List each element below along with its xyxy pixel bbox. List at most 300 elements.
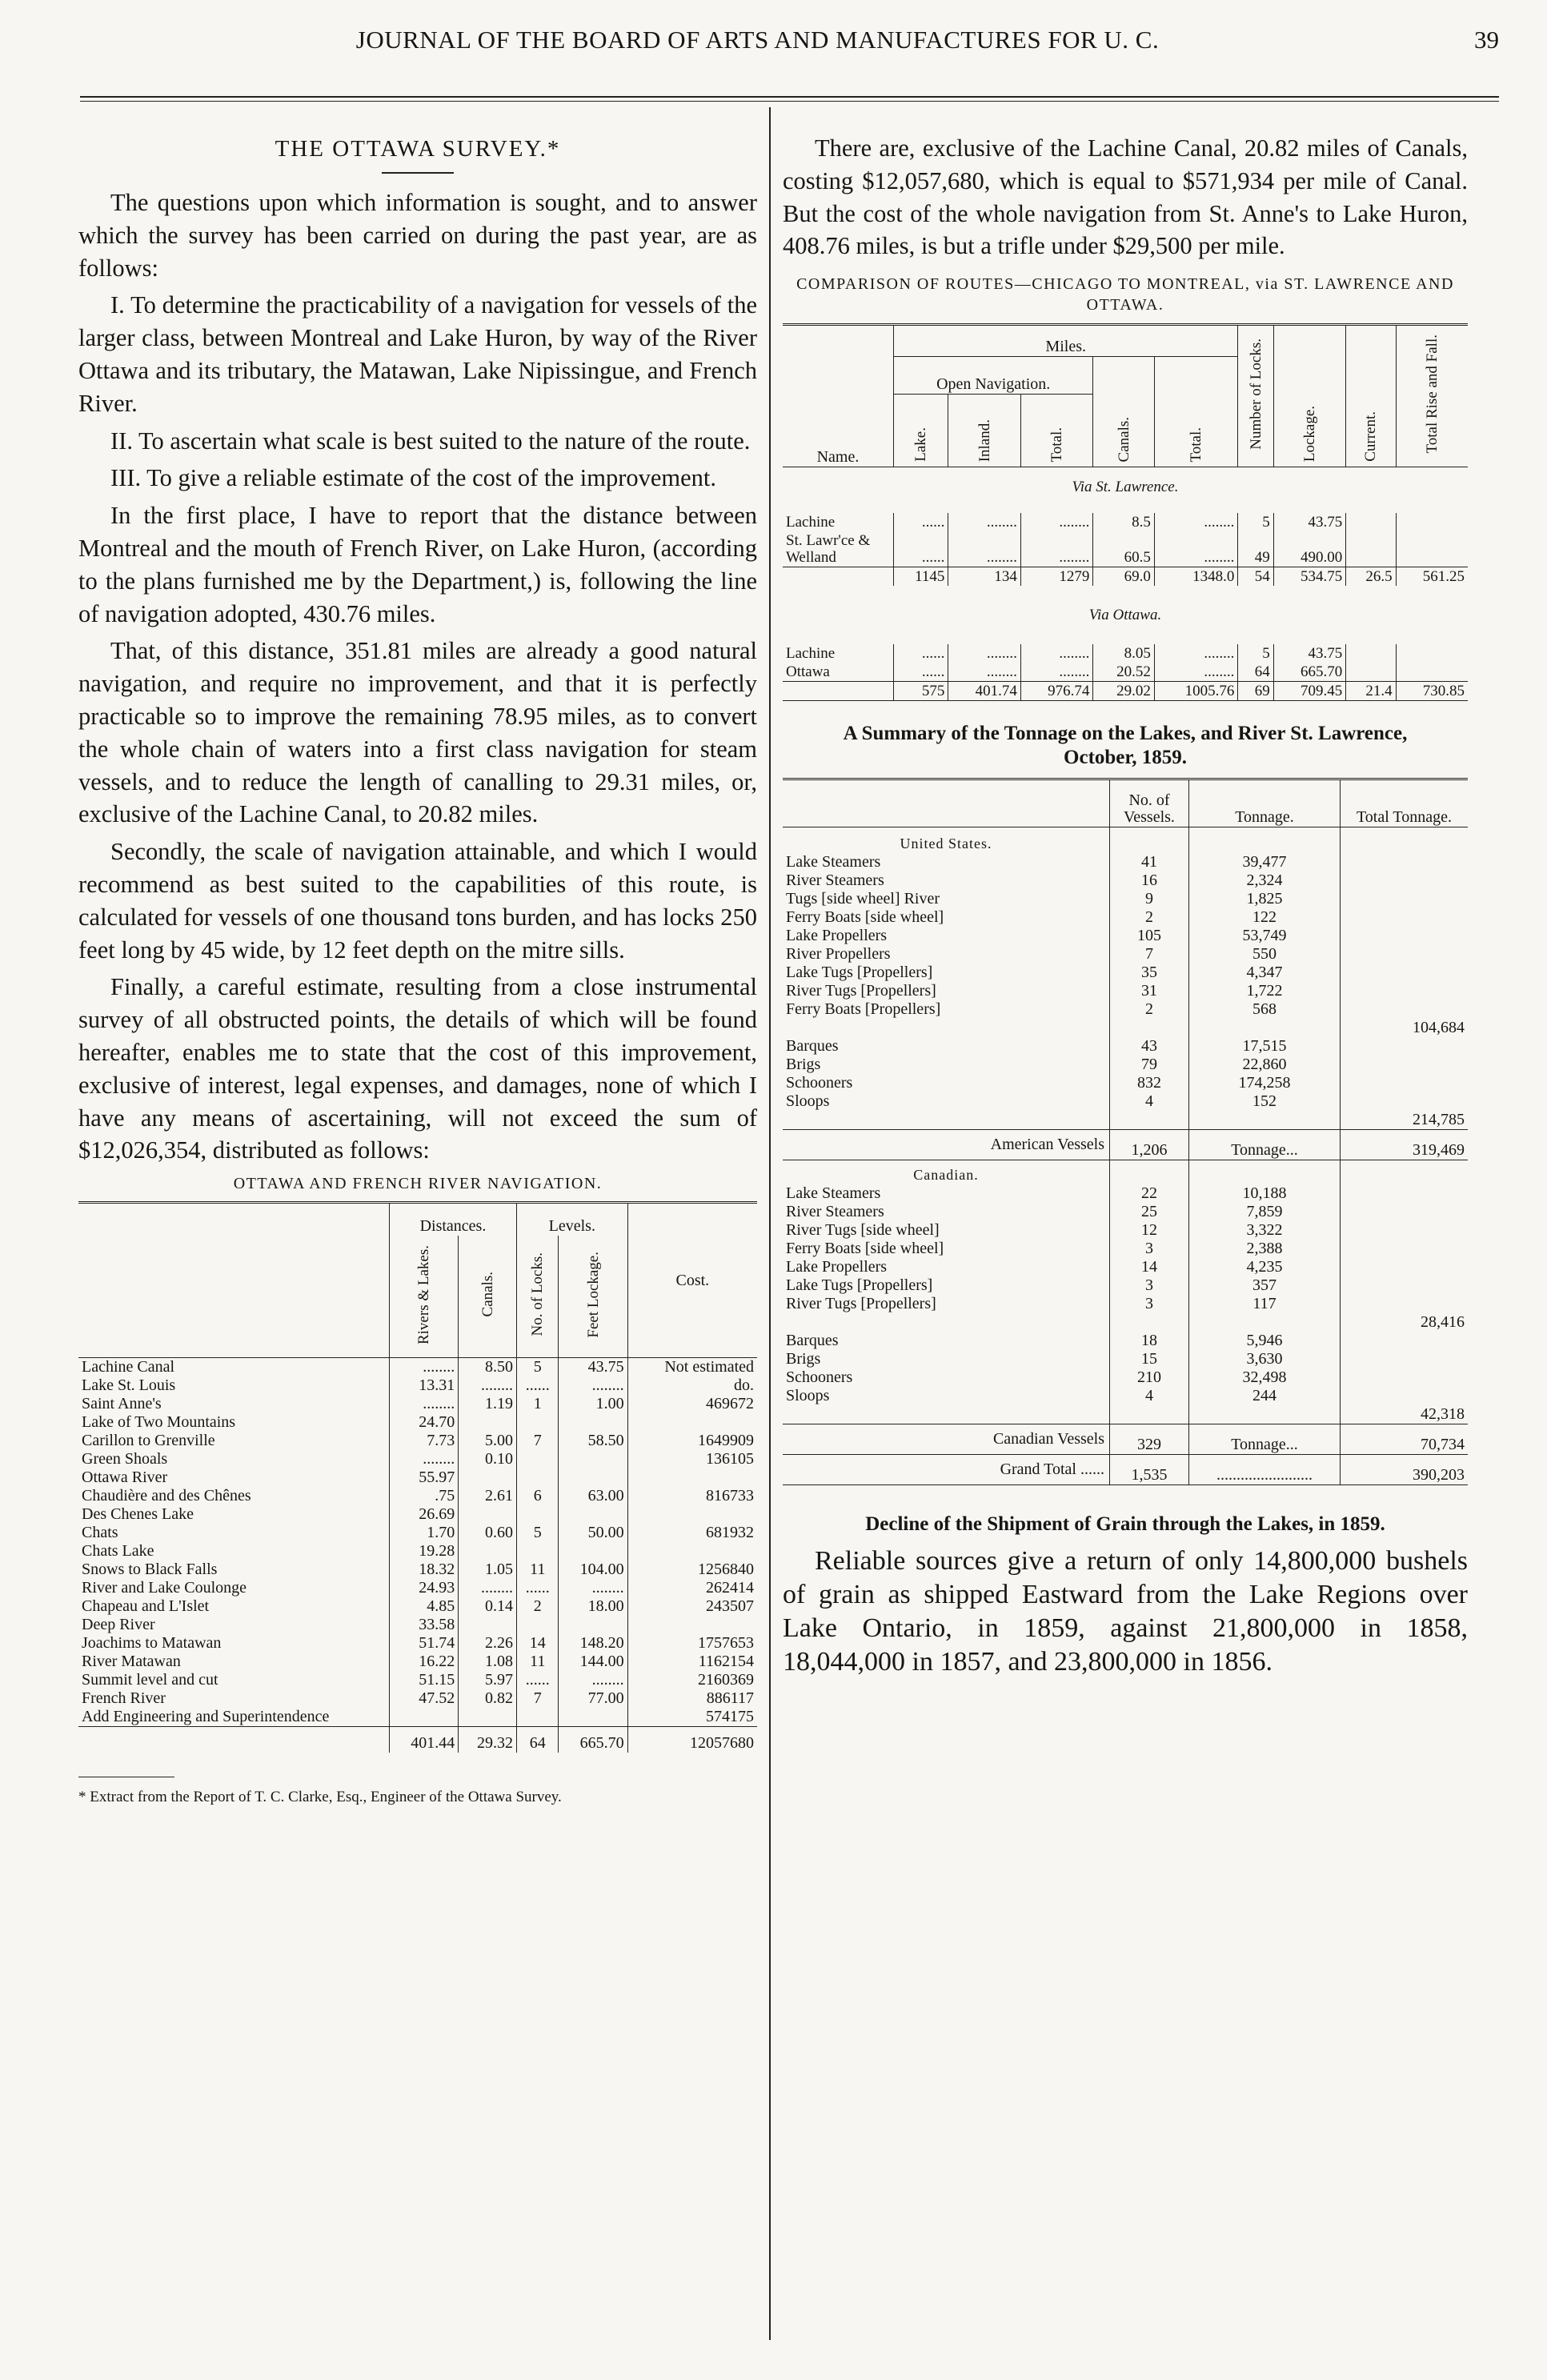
table-row [783,531,1468,567]
row-cost: 574175 [627,1708,757,1727]
grand-total-dots: ........................ [1189,1455,1341,1485]
total-canals: 29.32 [459,1727,517,1753]
row-tonnage: 2,324 [1189,871,1341,890]
row-locks: 5 [516,1358,559,1377]
row-tonnage: 1,825 [1189,890,1341,908]
row-topen: ........ [1020,513,1093,531]
us-total-label: American Vessels [990,1136,1104,1154]
row-lockage: 50.00 [559,1524,627,1542]
table-row [78,1468,757,1487]
row-canals: ........ [459,1579,517,1597]
col-cost: Cost. [627,1203,757,1358]
row-total [1341,1387,1469,1405]
row-rise [1396,663,1468,682]
row-name: Sloops [786,1387,830,1405]
row-lockage: 43.75 [1273,513,1346,531]
col-tonnage: Tonnage. [1189,779,1341,827]
row-lockage [559,1542,627,1561]
row-name: River Steamers [786,871,884,890]
row-canals: 5.97 [459,1671,517,1689]
total-canals: 69.0 [1093,567,1154,587]
row-name: River Matawan [82,1653,181,1671]
row-total [1341,871,1469,890]
table-row [78,1358,757,1377]
row-vessels: 9 [1110,890,1189,908]
table-row [78,1542,757,1561]
table-row [78,1653,757,1671]
row-tonnage: 5,946 [1189,1332,1341,1350]
row-canals: 60.5 [1093,531,1154,567]
row-rivers: 47.52 [390,1689,459,1708]
row-total [1341,890,1469,908]
table-row [783,908,1468,927]
page-number: 39 [1474,26,1499,54]
col-locks: No. of Locks. [529,1252,547,1336]
row-name: Sloops [786,1092,830,1111]
row-canals: ........ [459,1376,517,1395]
row-name: Schooners [786,1368,853,1387]
row-total: ........ [1154,513,1238,531]
grain-title: Decline of the Shipment of Grain through the Lakes, in 1859. [865,1513,1385,1536]
row-vessels: 43 [1110,1037,1189,1056]
tonnage-table [783,778,1468,1485]
row-name: Deep River [82,1616,155,1634]
row-rivers: 7.73 [390,1432,459,1450]
running-head [80,14,1499,62]
row-inland: ........ [948,663,1021,682]
row-locks: 5 [516,1524,559,1542]
row-inland: ........ [948,644,1021,663]
col-lockage: Lockage. [1301,406,1318,463]
row-name: Add Engineering and Superintendence [82,1708,330,1726]
row-rivers: 51.74 [390,1634,459,1653]
row-name: Lake Propellers [786,1258,888,1276]
group-miles: Miles. [894,325,1238,357]
table-row [783,1350,1468,1368]
comparison-total-row [783,682,1468,701]
row-lake: ...... [894,531,948,567]
row-cost: do. [627,1376,757,1395]
col-locks: Number of Locks. [1247,339,1264,451]
row-name: Lachine Canal [82,1358,175,1376]
row-canals [459,1708,517,1727]
table-row [78,1487,757,1505]
row-cost [627,1616,757,1634]
row-tonnage: 39,477 [1189,853,1341,871]
row-rivers: .75 [390,1487,459,1505]
col-inland: Inland. [976,419,993,463]
row-inland: ........ [948,513,1021,531]
row-cost: 136105 [627,1450,757,1468]
row-locks: 14 [516,1634,559,1653]
row-tonnage: 122 [1189,908,1341,927]
group-levels: Levels. [516,1203,627,1236]
table-row [783,982,1468,1000]
row-total: ........ [1154,644,1238,663]
row-name: Lachine [786,645,836,663]
table-row [783,1221,1468,1240]
row-rivers: ........ [390,1395,459,1413]
row-lockage [559,1708,627,1727]
paragraph: III. To give a reliable estimate of the cost of the improvement. [110,464,717,492]
row-canals: 8.50 [459,1358,517,1377]
col-total: Total. [1188,427,1205,463]
total-cost: 12057680 [627,1727,757,1753]
row-vessels: 105 [1110,927,1189,945]
row-lockage: 148.20 [559,1634,627,1653]
col-canals: Canals. [1115,416,1132,463]
comparison-total-row [783,567,1468,587]
row-name: Brigs [786,1056,821,1074]
row-rise [1396,531,1468,567]
row-locks [516,1505,559,1524]
row-name: Lake Steamers [786,853,881,871]
row-locks: 5 [1238,513,1273,531]
row-tonnage: 2,388 [1189,1240,1341,1258]
row-vessels: 4 [1110,1092,1189,1111]
row-tonnage: 3,322 [1189,1221,1341,1240]
col-vessels: No. of Vessels. [1110,779,1189,827]
row-locks: ...... [516,1376,559,1395]
row-name: River and Lake Coulonge [82,1579,247,1597]
row-tonnage: 152 [1189,1092,1341,1111]
total-topen: 1279 [1020,567,1093,587]
grand-total-label: Grand Total ...... [1000,1460,1104,1479]
row-tonnage: 53,749 [1189,927,1341,945]
row-total [1341,1350,1469,1368]
col-name: Name. [816,448,860,467]
total-inland: 401.74 [948,682,1021,701]
row-vessels: 2 [1110,908,1189,927]
row-vessels: 14 [1110,1258,1189,1276]
table-row [78,1616,757,1634]
table-row [78,1671,757,1689]
row-locks: 5 [1238,644,1273,663]
row-cost: 1649909 [627,1432,757,1450]
row-locks: 7 [516,1432,559,1450]
table-row [78,1708,757,1727]
row-name: Lake Tugs [Propellers] [786,1276,933,1295]
row-tonnage: 244 [1189,1387,1341,1405]
row-name: River Tugs [Propellers] [786,1295,936,1313]
row-name: Schooners [786,1074,853,1092]
us-subtotal-a: 104,684 [1341,1019,1469,1037]
row-name: Brigs [786,1350,821,1368]
row-canals: 5.00 [459,1432,517,1450]
row-cost: 681932 [627,1524,757,1542]
total-total: 1005.76 [1154,682,1238,701]
row-tonnage: 3,630 [1189,1350,1341,1368]
row-name: Summit level and cut [82,1671,218,1689]
row-cost: 1256840 [627,1561,757,1579]
row-inland: ........ [948,531,1021,567]
row-name: Chapeau and L'Islet [82,1597,210,1616]
row-lake: ...... [894,513,948,531]
row-name: Lake of Two Mountains [82,1413,236,1432]
row-name: Joachims to Matawan [82,1634,222,1653]
table-row [783,1332,1468,1350]
ca-total-word: Tonnage... [1189,1424,1341,1455]
row-tonnage: 117 [1189,1295,1341,1313]
left-column [78,136,757,1806]
row-tonnage: 4,347 [1189,964,1341,982]
row-rivers: 55.97 [390,1468,459,1487]
row-cost [627,1542,757,1561]
paragraph: II. To ascertain what scale is best suited to the nature of the route. [110,427,751,455]
row-total [1341,1056,1469,1074]
row-name: French River [82,1689,166,1708]
row-canals: 0.60 [459,1524,517,1542]
table-row [783,1203,1468,1221]
row-canals: 2.26 [459,1634,517,1653]
row-vessels: 3 [1110,1295,1189,1313]
row-tonnage: 550 [1189,945,1341,964]
ca-total: 70,734 [1341,1424,1469,1455]
total-lake: 575 [894,682,948,701]
total-lockage: 534.75 [1273,567,1346,587]
row-name: Barques [786,1332,839,1350]
row-total [1341,1203,1469,1221]
section-via-ottawa: Via Ottawa. [1088,607,1162,624]
row-total [1341,927,1469,945]
col-total-tonnage: Total Tonnage. [1341,779,1469,827]
total-total: 1348.0 [1154,567,1238,587]
row-name: St. Lawr'ce & Welland [786,532,871,567]
table-row [783,890,1468,908]
row-name: Ottawa River [82,1468,168,1487]
row-rivers: 24.70 [390,1413,459,1432]
row-tonnage: 22,860 [1189,1056,1341,1074]
row-rivers: 18.32 [390,1561,459,1579]
row-locks: 2 [516,1597,559,1616]
paragraph: In the first place, I have to report that the distance between Montreal and the mouth of French River, on Lake Huron, (according to the plans furnished me by the Department,) is, following the line of navigation adopted, 430.76 miles. [78,502,757,627]
row-vessels: 22 [1110,1184,1189,1203]
total-topen: 976.74 [1020,682,1093,701]
row-vessels: 41 [1110,853,1189,871]
row-name: Carillon to Grenville [82,1432,215,1450]
table-row [783,1056,1468,1074]
table-total-row [78,1727,757,1753]
row-name: Lake St. Louis [82,1376,176,1395]
row-total [1341,1221,1469,1240]
row-total [1341,1000,1469,1019]
row-rivers: 33.58 [390,1616,459,1634]
row-lockage: 144.00 [559,1653,627,1671]
row-locks: 11 [516,1561,559,1579]
row-canals: 0.82 [459,1689,517,1708]
row-name: Ottawa [786,663,830,681]
table-row [78,1432,757,1450]
row-total [1341,908,1469,927]
ca-subtotal-a: 28,416 [1341,1313,1469,1332]
paragraph: The questions upon which information is sought, and to answer which the survey has been carried on during the past year, are as follows: [78,189,757,282]
ca-label: Canadian. [913,1167,979,1184]
row-lockage: 77.00 [559,1689,627,1708]
tonnage-title: A Summary of the Tonnage on the Lakes, and River St. Lawrence, October, 1859. [843,723,1408,769]
row-lockage: ........ [559,1376,627,1395]
table-row [783,964,1468,982]
row-canals [459,1413,517,1432]
total-spacer [783,567,894,587]
row-name: River Propellers [786,945,891,964]
row-vessels: 12 [1110,1221,1189,1240]
table-row [78,1376,757,1395]
row-name: Lachine [786,514,836,531]
row-rivers: 26.69 [390,1505,459,1524]
row-tonnage: 174,258 [1189,1074,1341,1092]
paragraph: Secondly, the scale of navigation attainable, and which I would recommend as best suited to the capabilities of this route, is calculated for vessels of one thousand tons burden, and has locks 250 feet long by 45 wide, by 12 feet depth on the mitre sills. [78,838,757,964]
row-total [1341,1074,1469,1092]
row-cost: 816733 [627,1487,757,1505]
us-total-vessels: 1,206 [1110,1130,1189,1160]
row-tonnage: 17,515 [1189,1037,1341,1056]
row-topen: ........ [1020,663,1093,682]
col-rise: Total Rise and Fall. [1423,335,1441,454]
row-name: Snows to Black Falls [82,1561,218,1579]
row-current [1346,531,1396,567]
heading-rule [382,172,454,174]
row-name: Ferry Boats [side wheel] [786,908,944,927]
total-locks: 64 [516,1727,559,1753]
row-locks [516,1468,559,1487]
total-lake: 1145 [894,567,948,587]
row-locks: 6 [516,1487,559,1505]
paragraph: Finally, a careful estimate, resulting from a close instrumental survey of all obstructed points, the details of which will be found hereafter, enables me to state that the cost of this improvement, exclusive of interest, legal expenses, and damages, none of which I have any means of ascertaining, will not exceed the sum of $12,026,354, distributed as follows: [78,973,757,1164]
row-tonnage: 357 [1189,1276,1341,1295]
row-canals: 0.10 [459,1450,517,1468]
navigation-table [78,1201,757,1753]
row-vessels: 15 [1110,1350,1189,1368]
row-locks: 11 [516,1653,559,1671]
row-locks: 7 [516,1689,559,1708]
row-topen: ........ [1020,531,1093,567]
row-canals: 2.61 [459,1487,517,1505]
us-total-word: Tonnage... [1189,1130,1341,1160]
row-vessels: 7 [1110,945,1189,964]
table-row [783,1276,1468,1295]
row-tonnage: 4,235 [1189,1258,1341,1276]
table-row [783,644,1468,663]
footnote: * Extract from the Report of T. C. Clarke, Esq., Engineer of the Ottawa Survey. [78,1789,562,1806]
row-name: Chaudière and des Chênes [82,1487,251,1505]
grain-paragraph: Reliable sources give a return of only 14,800,000 bushels of grain as shipped Eastward from the Lake Regions over Lake Ontario, in 1859, against 21,800,000 in 1858, 18,044,000 in 1857, and 23,800,000 in 1856. [783,1546,1468,1677]
row-name: Barques [786,1037,839,1056]
total-canals: 29.02 [1093,682,1154,701]
comparison-table [783,323,1468,701]
total-current: 26.5 [1346,567,1396,587]
row-canals [459,1616,517,1634]
row-rivers: ........ [390,1450,459,1468]
table-row [78,1450,757,1468]
row-rivers: 51.15 [390,1671,459,1689]
row-name: Chats Lake [82,1542,154,1561]
row-canals [459,1542,517,1561]
table-row [783,513,1468,531]
table-row [78,1561,757,1579]
row-locks [516,1616,559,1634]
row-total [1341,1184,1469,1203]
row-total: ........ [1154,531,1238,567]
row-total: ........ [1154,663,1238,682]
col-total-open: Total. [1048,427,1066,463]
row-rivers: 13.31 [390,1376,459,1395]
row-lockage [559,1450,627,1468]
row-name: Lake Tugs [Propellers] [786,964,933,982]
row-vessels: 832 [1110,1074,1189,1092]
row-total [1341,982,1469,1000]
row-name: River Tugs [Propellers] [786,982,936,1000]
table-row [783,1184,1468,1203]
table-row [78,1395,757,1413]
row-cost [627,1413,757,1432]
row-locks [516,1450,559,1468]
ca-total-label: Canadian Vessels [992,1430,1104,1448]
table-row [783,1000,1468,1019]
row-lockage: 43.75 [1273,644,1346,663]
row-total [1341,1258,1469,1276]
row-locks [516,1708,559,1727]
row-lockage: 104.00 [559,1561,627,1579]
journal-title: JOURNAL OF THE BOARD OF ARTS AND MANUFACTURES FOR U. C. [355,26,1160,54]
table-row [78,1505,757,1524]
us-subtotal-b: 214,785 [1341,1111,1469,1130]
row-tonnage: 10,188 [1189,1184,1341,1203]
row-cost: 2160369 [627,1671,757,1689]
row-name: Chats [82,1524,118,1542]
row-cost: 469672 [627,1395,757,1413]
row-canals [459,1505,517,1524]
table-row [783,945,1468,964]
row-name: River Tugs [side wheel] [786,1221,940,1240]
row-lake: ...... [894,663,948,682]
row-lockage: ........ [559,1579,627,1597]
row-name: Lake Propellers [786,927,888,945]
row-locks: ...... [516,1579,559,1597]
paragraph: I. To determine the practicability of a navigation for vessels of the larger class, between Montreal and Lake Huron, by way of the River Ottawa and its tributary, the Matawan, Lake Nipissingue, and French River. [78,291,757,417]
paragraph: That, of this distance, 351.81 miles are already a good natural navigation, and require no improvement, and that it is perfectly practicable so to improve the remaining 78.95 miles, as to convert the whole chain of waters into a first class navigation for steam vessels, and to reduce the length of canalling to 29.31 miles, or, exclusive of the Lachine Canal, to 20.82 miles. [78,637,757,828]
row-name: Ferry Boats [Propellers] [786,1000,941,1019]
row-vessels: 79 [1110,1056,1189,1074]
row-rivers: 1.70 [390,1524,459,1542]
total-rivers: 401.44 [390,1727,459,1753]
table-row [783,853,1468,871]
row-total [1341,1092,1469,1111]
row-canals: 8.05 [1093,644,1154,663]
us-label: United States. [900,835,992,852]
row-total [1341,853,1469,871]
row-cost: 262414 [627,1579,757,1597]
row-vessels: 16 [1110,871,1189,890]
table-row [783,1258,1468,1276]
table-row [78,1634,757,1653]
navigation-table-title: OTTAWA AND FRENCH RIVER NAVIGATION. [233,1175,603,1193]
row-cost: 886117 [627,1689,757,1708]
row-vessels: 210 [1110,1368,1189,1387]
row-rivers: 16.22 [390,1653,459,1671]
row-canals: 1.19 [459,1395,517,1413]
row-vessels: 35 [1110,964,1189,982]
row-lockage: 63.00 [559,1487,627,1505]
row-cost: 243507 [627,1597,757,1616]
ca-total-vessels: 329 [1110,1424,1189,1455]
row-lake: ...... [894,644,948,663]
row-current [1346,644,1396,663]
row-total [1341,1240,1469,1258]
row-canals: 1.05 [459,1561,517,1579]
row-canals [459,1468,517,1487]
col-rivers: Rivers & Lakes. [415,1244,433,1344]
row-canals: 0.14 [459,1597,517,1616]
